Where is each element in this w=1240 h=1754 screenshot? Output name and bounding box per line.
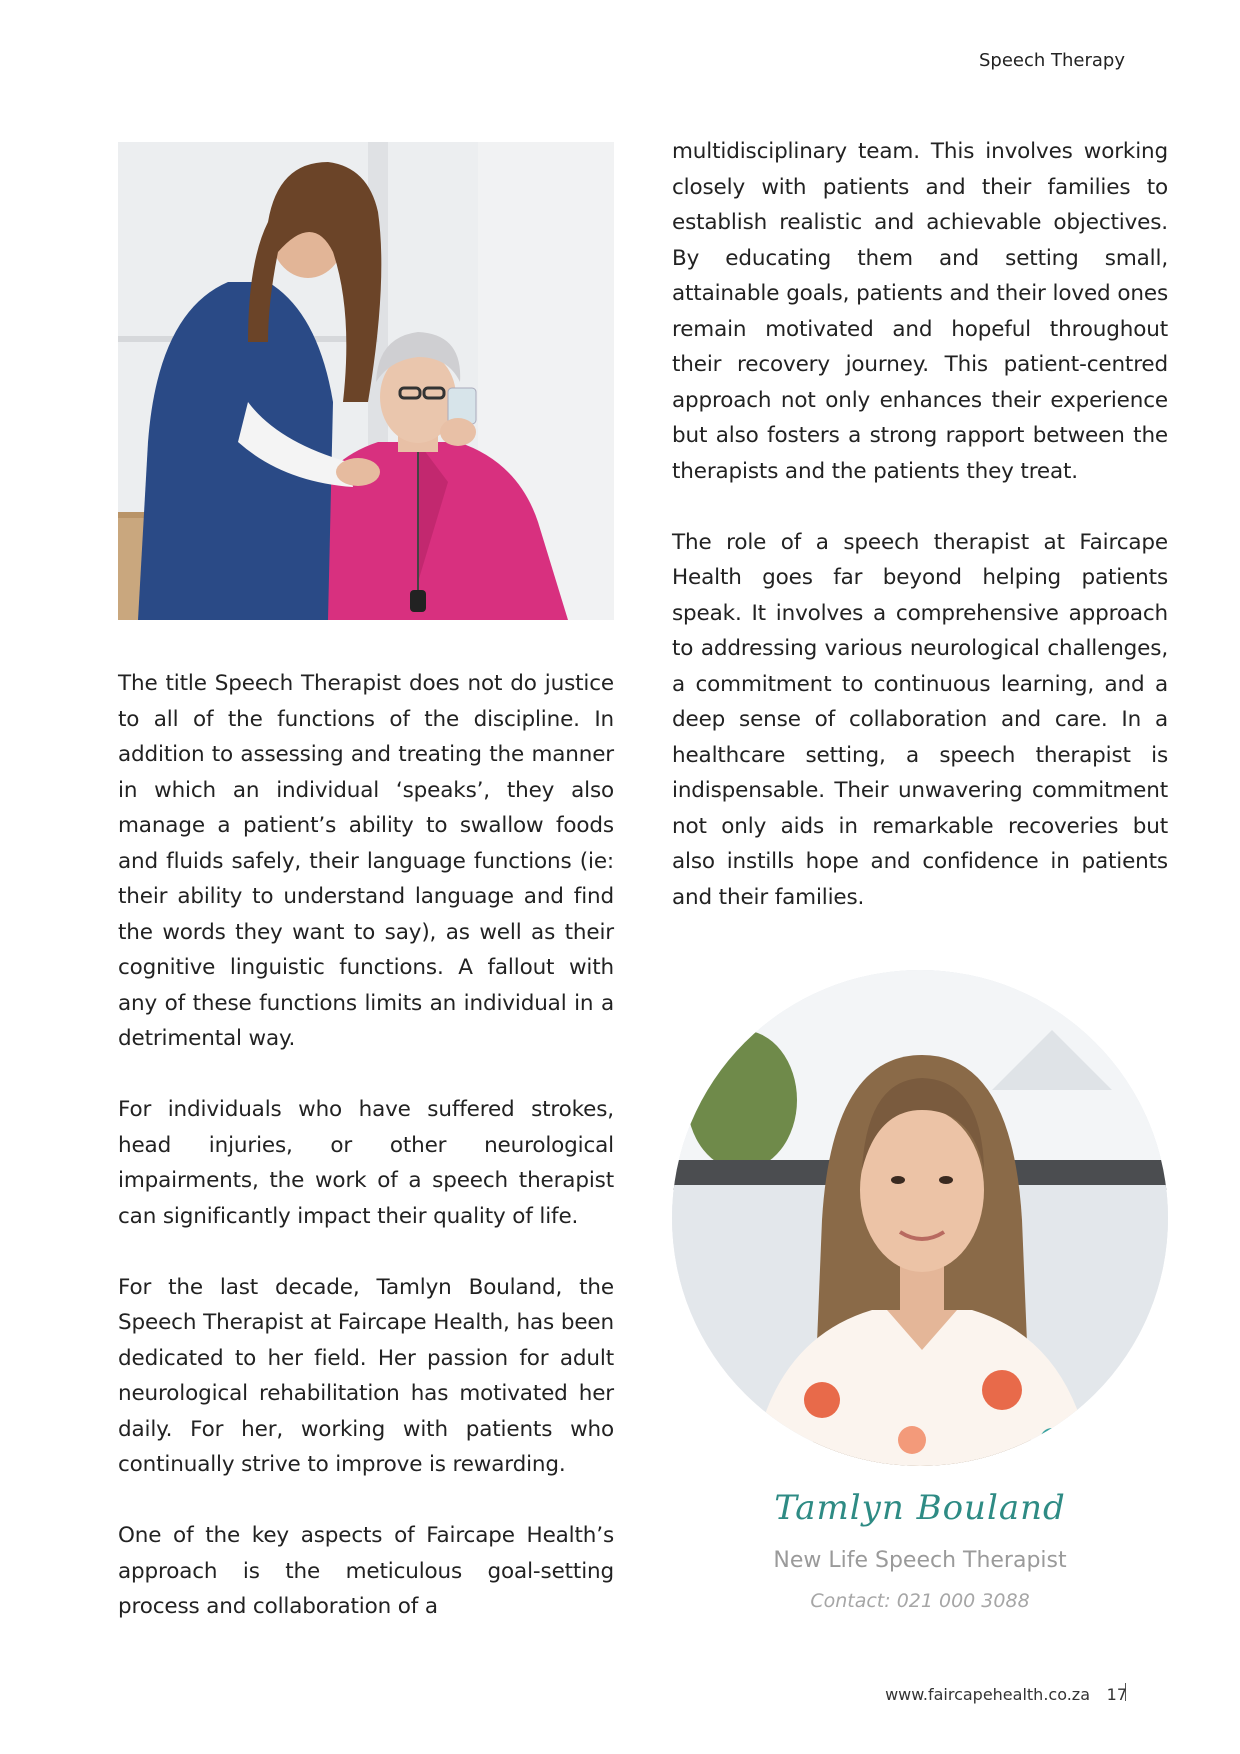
paragraph: multidisciplinary team. This involves working closely with patients and their families to establish realistic and achievable objectives. By educating them and setting small, attainable goals, patients and their loved ones remain motivated and hopeful throughout their recovery journey. This patient-centred approach not only enhances their experience but also fosters a strong rapport between the therapists and the patients they treat. [672, 139, 1168, 484]
paragraph: The title Speech Therapist does not do justice to all of the functions of the discipline. In addition to assessing and treating the manner in which an individual ‘speaks’, they also manage a patient’s ability to swallow foods and fluids safely, their language functions (ie: their ability to understand language and find the words they want to say), as well as their cognitive linguistic functions. A fallout with any of these functions limits an individual in a detrimental way. [118, 671, 614, 1051]
caregiver-photo [118, 142, 614, 620]
contact-number[interactable]: Contact: 021 000 3088 [810, 1590, 1030, 1612]
therapist-role: New Life Speech Therapist [773, 1548, 1067, 1573]
right-text-column [672, 134, 1168, 915]
paragraph: One of the key aspects of Faircape Health’s approach is the meticulous goal-setting process and collaboration of a [118, 1523, 614, 1619]
left-text-column [118, 666, 614, 1625]
signature: Tamlyn Bouland [774, 1488, 1066, 1528]
page-number: 17 [1106, 1685, 1127, 1704]
paragraph: For individuals who have suffered strokes, head injuries, or other neurological impairments, the work of a speech therapist can significantly impact their quality of life. [118, 1097, 614, 1229]
footer-website-link[interactable]: www.faircapehealth.co.za [885, 1685, 1090, 1704]
paragraph: The role of a speech therapist at Faircape Health goes far beyond helping patients speak. It involves a comprehensive approach to addressing various neurological challenges, a commitment to continuous learning, and a deep sense of collaboration and care. In a healthcare setting, a speech therapist is indispensable. Their unwavering commitment not only aids in remarkable recoveries but also instills hope and confidence in patients and their families. [672, 529, 1168, 910]
therapist-portrait [672, 970, 1168, 1466]
section-title: Speech Therapy [978, 50, 1125, 71]
paragraph: For the last decade, Tamlyn Bouland, the Speech Therapist at Faircape Health, has been dedicated to her field. Her passion for adult neurological rehabilitation has motivated her daily. For her, working with patients who continually strive to improve is rewarding. [118, 1274, 614, 1477]
